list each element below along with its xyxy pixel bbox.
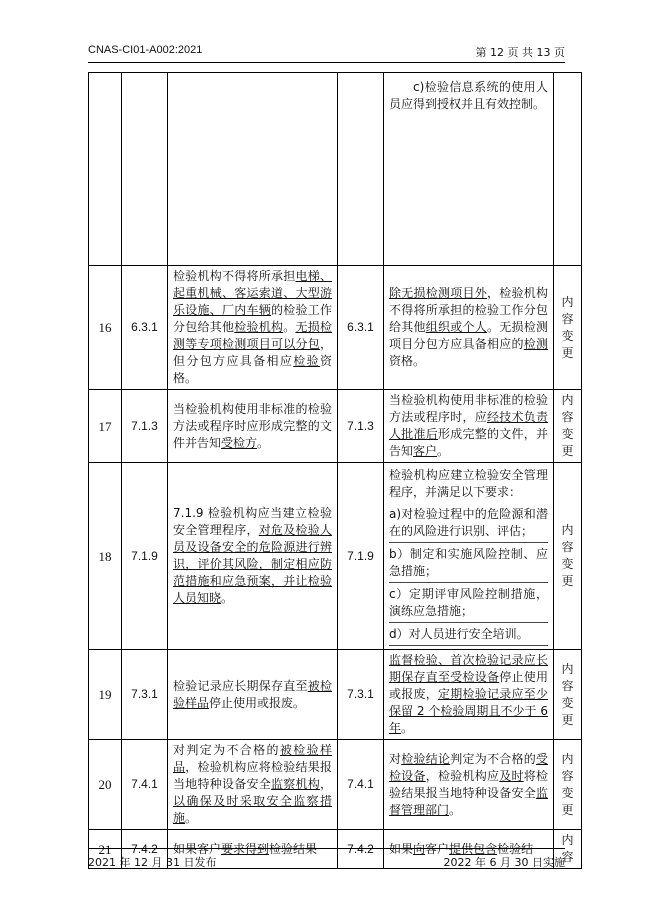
- seq-number: 17: [89, 390, 122, 463]
- new-text: c)检验信息系统的使用人员应得到授权并且有效控制。: [389, 80, 548, 111]
- new-text-cell: 监督检验、首次检验记录应长期保存直至受检设备停止使用或报废，定期检验记录应至少保留 2 个检验周期且不少于 6 年。: [384, 650, 554, 740]
- old-text-cell: 对判定为不合格的被检验样品，检验机构应将检验结果报当地特种设备安全监察机构，以确保及时采取安全监察措施。: [168, 740, 338, 830]
- document-code: CNAS-CI01-A002:2021: [88, 44, 203, 56]
- new-clause: 7.1.9: [338, 463, 384, 650]
- change-type: 内容: [554, 830, 582, 869]
- old-clause: 7.4.2: [122, 830, 168, 869]
- change-type: 内容变更: [554, 266, 582, 390]
- old-clause: 7.1.9: [122, 463, 168, 650]
- old-text-cell: 检验记录应长期保存直至被检验样品停止使用或报废。: [168, 650, 338, 740]
- new-text-cell: 除无损检测项目外，检验机构不得将所承担的检验工作分包给其他组织或个人。无损检测项目分包方应具备相应的检测资格。: [384, 266, 554, 390]
- new-clause: 7.4.1: [338, 740, 384, 830]
- list-item: a)对检验过程中的危险源和潜在的风险进行识别、评估；: [389, 506, 548, 543]
- old-text-cell: 当检验机构使用非标准的检验方法或程序时应形成完整的文件并告知受检方。: [168, 390, 338, 463]
- table-row: [89, 73, 582, 266]
- seq-number: 19: [89, 650, 122, 740]
- old-text-cell: 7.1.9 检验机构应当建立检验安全管理程序，对危及检验人员及设备安全的危险源进行辨识，评价其风险，制定相应防范措施和应急预案，并让检验人员知晓。: [168, 463, 338, 650]
- table-row: [89, 740, 582, 830]
- new-clause: 7.4.2: [338, 830, 384, 869]
- old-clause: 6.3.1: [122, 266, 168, 390]
- page-header: [88, 40, 565, 63]
- old-clause: 7.3.1: [122, 650, 168, 740]
- new-text-cell: [384, 73, 554, 266]
- old-clause: 7.1.3: [122, 390, 168, 463]
- seq-number: 21: [89, 830, 122, 869]
- seq-number: 18: [89, 463, 122, 650]
- new-clause: 7.1.3: [338, 390, 384, 463]
- effective-date: 2022 年 6 月 30 日实施: [443, 856, 565, 869]
- old-clause: 7.4.1: [122, 740, 168, 830]
- new-text-cell: 对检验结论判定为不合格的受检设备，检验机构应及时将检验结果报当地特种设备安全监督管理部门。: [384, 740, 554, 830]
- new-text-cell: 如果向客户提供包含检验结: [384, 830, 554, 869]
- seq-number: 16: [89, 266, 122, 390]
- old-text-cell: 检验机构不得将所承担电梯、起重机械、客运索道、大型游乐设施、厂内车辆的检验工作分包给其他检验机构。无损检测等专项检测项目可以分包，但分包方应具备相应检验资格。: [168, 266, 338, 390]
- list-item: d）对人员进行安全培训。: [389, 626, 548, 646]
- page-footer: [88, 848, 565, 871]
- table-row: [89, 463, 582, 650]
- change-type: 内容变更: [554, 390, 582, 463]
- list-item: c）定期评审风险控制措施，演练应急措施；: [389, 586, 548, 623]
- old-text-cell: 如果客户要求得到检验结果: [168, 830, 338, 869]
- change-type: 内容变更: [554, 740, 582, 830]
- change-type: 内容变更: [554, 463, 582, 650]
- seq-number: 20: [89, 740, 122, 830]
- new-clause: 7.3.1: [338, 650, 384, 740]
- new-text-cell: 检验机构应建立检验安全管理程序，并满足以下要求： a)对检验过程中的危险源和潜在的风险进行识别、评估； b）制定和实施风险控制、应急措施； c）定期评审风险控制措施，演练应急措施； d）对人员进行安全培训。: [384, 463, 554, 650]
- change-type: 内容变更: [554, 650, 582, 740]
- list-item: b）制定和实施风险控制、应急措施；: [389, 546, 548, 583]
- comparison-table: [88, 72, 582, 869]
- table-row: [89, 390, 582, 463]
- new-clause: 6.3.1: [338, 266, 384, 390]
- release-date: 2021 年 12 月 31 日发布: [88, 856, 217, 869]
- table-row: [89, 266, 582, 390]
- table-row: [89, 650, 582, 740]
- page-number: 第 12 页 共 13 页: [475, 46, 565, 59]
- new-text-cell: 当检验机构使用非标准的检验方法或程序时，应经技术负责人批准后形成完整的文件，并告知客户。: [384, 390, 554, 463]
